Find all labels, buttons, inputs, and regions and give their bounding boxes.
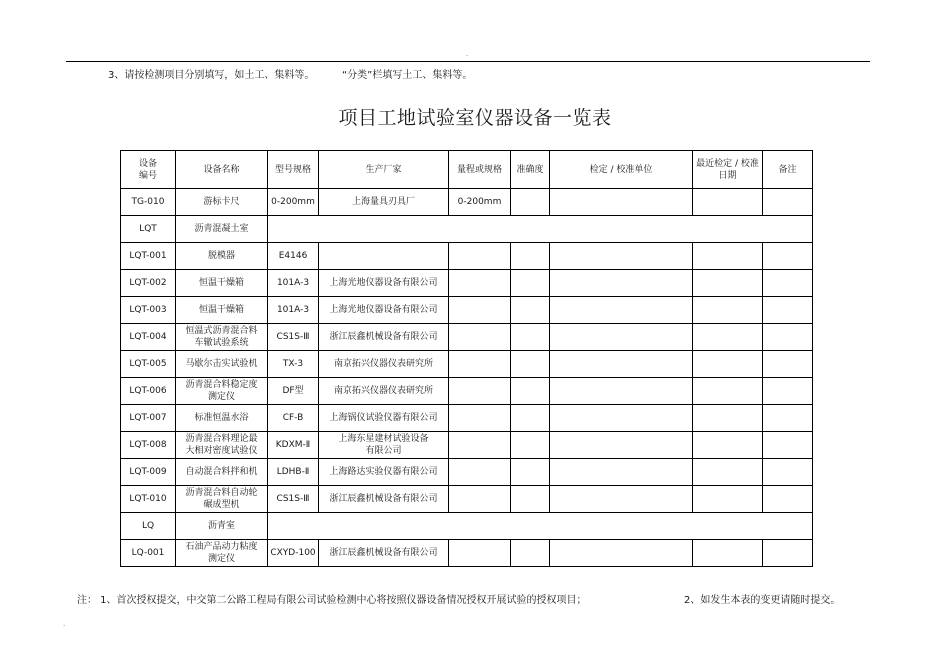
cell-last-calibration-date [693,297,763,324]
cell-range [449,405,511,432]
cell-remarks [763,189,813,216]
cell-accuracy [511,486,550,513]
cell-last-calibration-date [693,243,763,270]
cell-model: DF型 [268,378,319,405]
cell-model: 101A-3 [268,270,319,297]
cell-manufacturer: 南京拓兴仪器仪表研究所 [319,351,449,378]
cell-manufacturer: 浙江辰鑫机械设备有限公司 [319,324,449,351]
header-accuracy: 准确度 [511,151,550,189]
cell-device-name: 沥青混合料理论最 大相对密度试验仪 [176,432,268,459]
cell-device-name: 恒温干燥箱 [176,270,268,297]
cell-last-calibration-date [693,405,763,432]
cell-model: CF-B [268,405,319,432]
equipment-table [120,150,813,567]
top-marker: . [466,50,469,58]
cell-section-blank [268,216,813,243]
cell-last-calibration-date [693,540,763,567]
cell-range [449,378,511,405]
top-note-part1: 3、请按检测项目分别填写，如土工、集料等。 [108,70,315,81]
cell-device-id: LQT-008 [121,432,176,459]
table-header-row [121,151,813,189]
cell-accuracy [511,351,550,378]
table-row [121,189,813,216]
cell-range [449,432,511,459]
table-row [121,216,813,243]
table-row [121,297,813,324]
cell-model: LDHB-Ⅱ [268,459,319,486]
cell-device-id: LQT-001 [121,243,176,270]
cell-model: KDXM-Ⅱ [268,432,319,459]
cell-accuracy [511,270,550,297]
header-device-id: 设备 编号 [121,151,176,189]
cell-model: TX-3 [268,351,319,378]
top-note-part2: “分类”栏填写土工、集料等。 [342,70,473,81]
cell-last-calibration-date [693,432,763,459]
header-range: 量程或规格 [449,151,511,189]
cell-calibration-unit [550,378,693,405]
table-body [121,189,813,567]
cell-last-calibration-date [693,270,763,297]
header-last-calibration-date: 最近检定 / 校准 日期 [693,151,763,189]
cell-remarks [763,243,813,270]
cell-accuracy [511,378,550,405]
cell-device-id: LQT-005 [121,351,176,378]
cell-calibration-unit [550,243,693,270]
cell-manufacturer: 上海光地仪器设备有限公司 [319,270,449,297]
cell-manufacturer: 浙江辰鑫机械设备有限公司 [319,486,449,513]
cell-device-id: TG-010 [121,189,176,216]
cell-remarks [763,540,813,567]
cell-accuracy [511,432,550,459]
cell-device-id: LQT [121,216,176,243]
footer-note-1: 注： 1、首次授权提交，中交第二公路工程局有限公司试验检测中心将按照仪器设备情况授权开展试验的授权项目； [77,595,587,606]
cell-device-name: 石油产品动力粘度 测定仪 [176,540,268,567]
cell-device-name: 脱模器 [176,243,268,270]
cell-device-name: 马歇尔击实试验机 [176,351,268,378]
cell-device-id: LQT-003 [121,297,176,324]
cell-remarks [763,324,813,351]
cell-manufacturer: 上海东星建材试验设备 有限公司 [319,432,449,459]
cell-model: CS1S-Ⅲ [268,486,319,513]
footer-note-2: 2、如发生本表的变更请随时提交。 [684,595,841,606]
cell-remarks [763,351,813,378]
cell-calibration-unit [550,405,693,432]
cell-last-calibration-date [693,351,763,378]
table-row [121,351,813,378]
cell-device-id: LQT-007 [121,405,176,432]
cell-device-name: 沥青室 [176,513,268,540]
cell-range [449,270,511,297]
cell-device-id: LQT-006 [121,378,176,405]
cell-calibration-unit [550,297,693,324]
cell-device-name: 沥青混凝土室 [176,216,268,243]
cell-remarks [763,432,813,459]
table-row [121,405,813,432]
cell-range [449,459,511,486]
cell-accuracy [511,297,550,324]
cell-calibration-unit [550,324,693,351]
cell-model: E4146 [268,243,319,270]
cell-device-id: LQ [121,513,176,540]
page-title: 项目工地试验室仪器设备一览表 [338,107,612,129]
cell-device-name: 恒温干燥箱 [176,297,268,324]
table-row [121,486,813,513]
cell-range [449,243,511,270]
table-row [121,432,813,459]
cell-device-name: 游标卡尺 [176,189,268,216]
cell-manufacturer: 上海光地仪器设备有限公司 [319,297,449,324]
cell-calibration-unit [550,432,693,459]
bottom-marker: . [63,620,66,628]
header-calibration-unit: 检定 / 校准单位 [550,151,693,189]
cell-manufacturer: 上海锅仪试验仪器有限公司 [319,405,449,432]
cell-manufacturer: 上海量具刃具厂 [319,189,449,216]
cell-calibration-unit [550,270,693,297]
cell-model: 0-200mm [268,189,319,216]
cell-manufacturer [319,243,449,270]
cell-device-name: 标准恒温水浴 [176,405,268,432]
cell-range [449,297,511,324]
cell-model: 101A-3 [268,297,319,324]
cell-last-calibration-date [693,189,763,216]
cell-last-calibration-date [693,486,763,513]
cell-device-id: LQT-004 [121,324,176,351]
table-row [121,270,813,297]
cell-model: CXYD-100 [268,540,319,567]
header-remarks: 备注 [763,151,813,189]
cell-accuracy [511,405,550,432]
table-row [121,324,813,351]
cell-remarks [763,459,813,486]
cell-remarks [763,378,813,405]
cell-last-calibration-date [693,378,763,405]
cell-device-name: 自动混合料拌和机 [176,459,268,486]
cell-calibration-unit [550,351,693,378]
cell-device-id: LQT-010 [121,486,176,513]
header-device-name: 设备名称 [176,151,268,189]
cell-last-calibration-date [693,324,763,351]
cell-manufacturer: 南京拓兴仪器仪表研究所 [319,378,449,405]
cell-section-blank [268,513,813,540]
cell-calibration-unit [550,459,693,486]
cell-range: 0-200mm [449,189,511,216]
cell-remarks [763,297,813,324]
cell-device-name: 沥青混合料稳定度 测定仪 [176,378,268,405]
cell-range [449,351,511,378]
cell-accuracy [511,189,550,216]
cell-accuracy [511,324,550,351]
cell-device-id: LQT-002 [121,270,176,297]
table-row [121,378,813,405]
cell-last-calibration-date [693,459,763,486]
cell-calibration-unit [550,540,693,567]
table-row [121,243,813,270]
cell-accuracy [511,540,550,567]
cell-range [449,324,511,351]
header-model: 型号规格 [268,151,319,189]
cell-calibration-unit [550,486,693,513]
cell-remarks [763,405,813,432]
cell-accuracy [511,459,550,486]
header-manufacturer: 生产厂家 [319,151,449,189]
table-row [121,459,813,486]
cell-range [449,486,511,513]
table-row [121,540,813,567]
cell-model: CS1S-Ⅲ [268,324,319,351]
cell-device-id: LQT-009 [121,459,176,486]
cell-device-id: LQ-001 [121,540,176,567]
cell-remarks [763,486,813,513]
cell-manufacturer: 上海路达实验仪器有限公司 [319,459,449,486]
table-row [121,513,813,540]
cell-remarks [763,270,813,297]
cell-calibration-unit [550,189,693,216]
cell-device-name: 沥青混合料自动轮 碾成型机 [176,486,268,513]
cell-range [449,540,511,567]
cell-device-name: 恒温式沥青混合料 车辙试验系统 [176,324,268,351]
top-rule [66,61,870,62]
cell-manufacturer: 浙江辰鑫机械设备有限公司 [319,540,449,567]
cell-accuracy [511,243,550,270]
